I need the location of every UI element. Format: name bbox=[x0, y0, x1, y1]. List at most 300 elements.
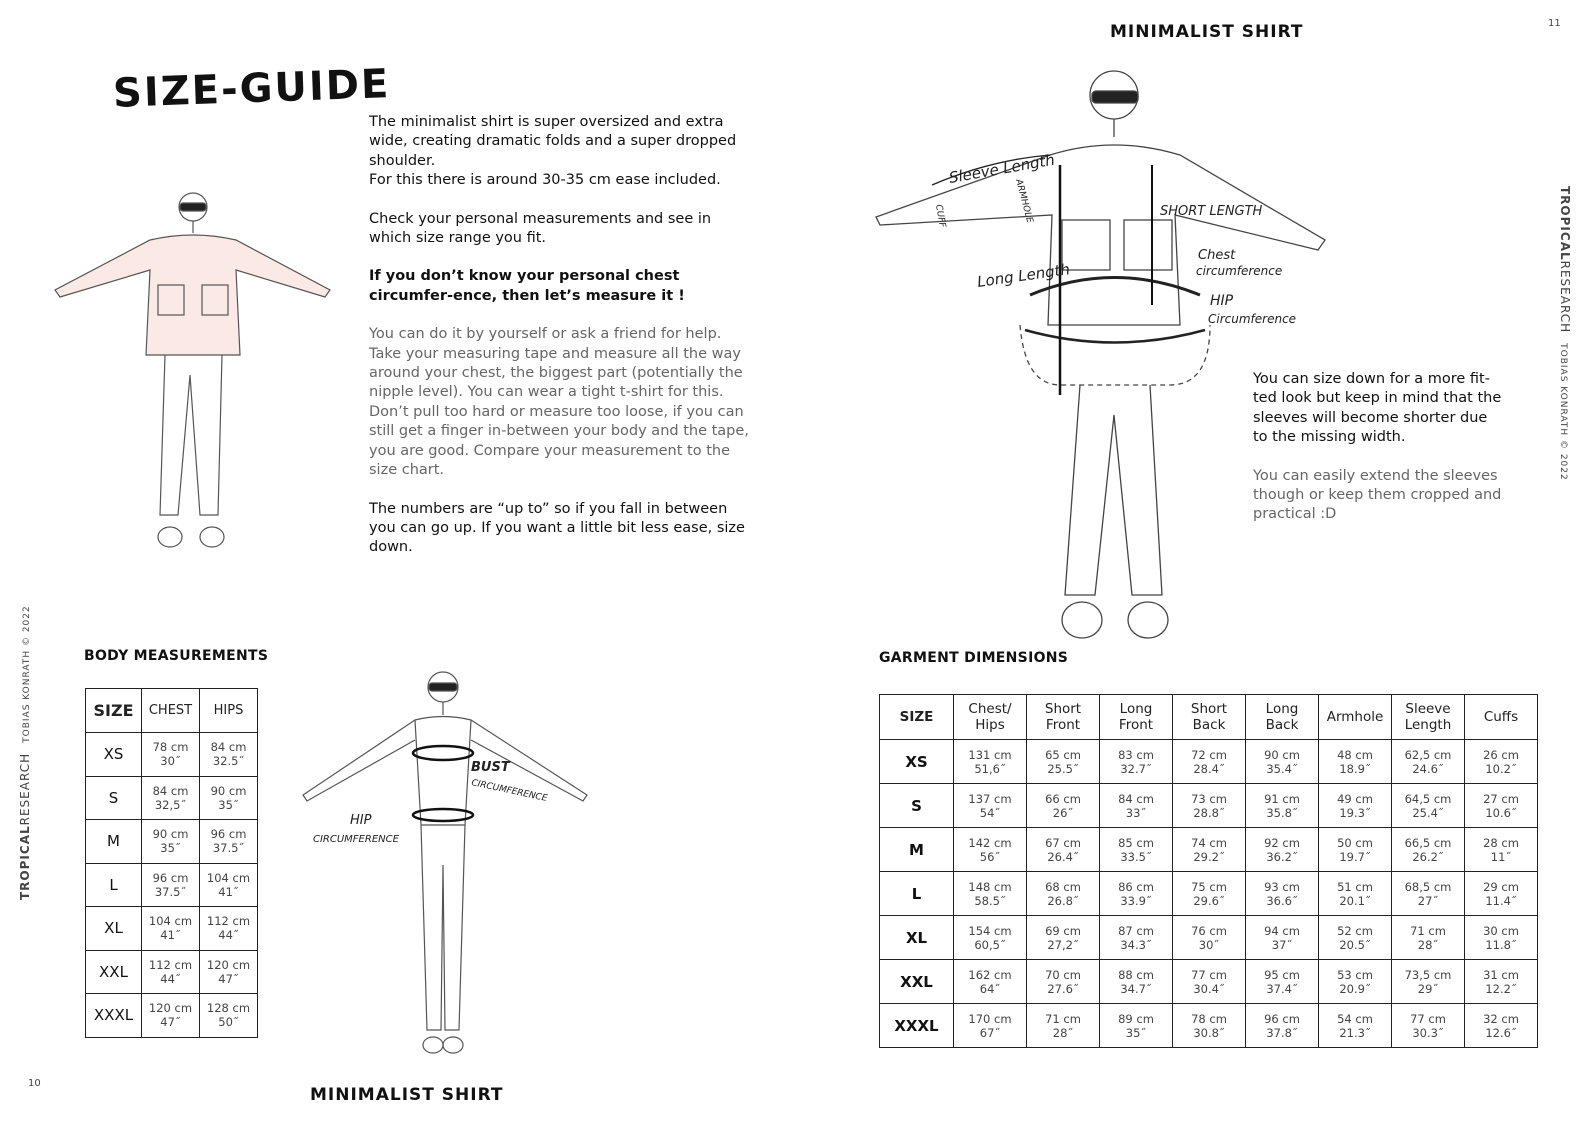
cm-value: 73,5 cm bbox=[1404, 967, 1452, 982]
garment-header-cell bbox=[1465, 695, 1538, 740]
dimension-cell bbox=[1100, 784, 1173, 828]
inch-value: 28.4˝ bbox=[1193, 761, 1225, 776]
cm-value: 96 cm bbox=[1264, 1011, 1300, 1026]
dimension-cell bbox=[1465, 828, 1538, 872]
hips-cell bbox=[200, 733, 258, 777]
hips-cell bbox=[200, 994, 258, 1038]
header-line-1: Sleeve bbox=[1405, 701, 1451, 717]
hips-cell bbox=[200, 863, 258, 907]
header-line-1: SIZE bbox=[899, 709, 934, 725]
cm-value: 83 cm bbox=[1118, 747, 1154, 762]
body-table-row bbox=[86, 907, 258, 951]
inch-value: 47˝ bbox=[160, 1015, 181, 1030]
inch-value: 30.3˝ bbox=[1412, 1025, 1444, 1040]
label-hip-2: HIP bbox=[350, 813, 372, 828]
cm-value: 76 cm bbox=[1191, 923, 1227, 938]
cm-value: 50 cm bbox=[1337, 835, 1373, 850]
cm-value: 95 cm bbox=[1264, 967, 1300, 982]
header-line-1: Long bbox=[1119, 701, 1153, 717]
inch-value: 33.9˝ bbox=[1120, 893, 1152, 908]
small-shirt-figure bbox=[40, 185, 350, 575]
header-line-2: Front bbox=[1118, 717, 1154, 733]
dimension-cell bbox=[1246, 828, 1319, 872]
size-down-paragraph-2: You can easily extend the sleeves though or keep them cropped and practical :D bbox=[1253, 467, 1502, 523]
dimension-cell bbox=[1246, 872, 1319, 916]
cm-value: 112 cm bbox=[148, 957, 193, 972]
intro-paragraph-5: The numbers are “up to” so if you fall in between you can go up. If you want a little bit less ease, size down. bbox=[369, 500, 745, 556]
cm-value: 62,5 cm bbox=[1404, 747, 1452, 762]
chest-cell bbox=[142, 733, 200, 777]
inch-value: 30˝ bbox=[160, 754, 181, 769]
garment-header-cell bbox=[1246, 695, 1319, 740]
inch-value: 25.5˝ bbox=[1047, 761, 1079, 776]
page-heading: SIZE-GUIDE bbox=[112, 61, 392, 117]
cm-value: 74 cm bbox=[1191, 835, 1227, 850]
inch-value: 11.8˝ bbox=[1485, 937, 1517, 952]
body-header-hips: HIPS bbox=[200, 689, 258, 733]
brand-light-right: RESEARCH bbox=[1558, 260, 1572, 334]
inch-value: 34.7˝ bbox=[1120, 981, 1152, 996]
header-line-1: Armhole bbox=[1326, 709, 1384, 725]
dimension-cell bbox=[1027, 916, 1100, 960]
size-cell: M bbox=[86, 820, 142, 864]
body-table-header-row bbox=[86, 689, 258, 733]
size-cell: XL bbox=[880, 916, 954, 960]
label-armhole: ARMHOLE bbox=[1013, 178, 1035, 224]
dimension-cell bbox=[1173, 740, 1246, 784]
inch-value: 41˝ bbox=[218, 884, 239, 899]
dimension-cell bbox=[1100, 740, 1173, 784]
inch-value: 12.6˝ bbox=[1485, 1025, 1517, 1040]
body-header-size: SIZE bbox=[86, 689, 142, 733]
cm-value: 93 cm bbox=[1264, 879, 1300, 894]
inch-value: 28.8˝ bbox=[1193, 805, 1225, 820]
inch-value: 56˝ bbox=[979, 849, 1001, 864]
dimension-cell bbox=[1173, 828, 1246, 872]
dimension-cell bbox=[1027, 828, 1100, 872]
inch-value: 35.8˝ bbox=[1266, 805, 1298, 820]
label-long-length: Long Length bbox=[976, 260, 1071, 291]
header-line-2: Hips bbox=[975, 717, 1005, 733]
cm-value: 96 cm bbox=[210, 827, 247, 842]
cm-value: 73 cm bbox=[1191, 791, 1227, 806]
dimension-cell bbox=[1392, 828, 1465, 872]
inch-value: 64˝ bbox=[979, 981, 1001, 996]
label-hip: HIP bbox=[1210, 293, 1234, 309]
chest-cell bbox=[142, 776, 200, 820]
copyright-right: TOBIAS KONRATH © 2022 bbox=[1558, 343, 1568, 481]
garment-header-cell bbox=[1173, 695, 1246, 740]
figure-title-top: MINIMALIST SHIRT bbox=[1110, 22, 1304, 42]
cm-value: 94 cm bbox=[1264, 923, 1300, 938]
inch-value: 35˝ bbox=[1125, 1025, 1147, 1040]
body-table-row bbox=[86, 863, 258, 907]
dimension-cell bbox=[954, 1004, 1027, 1048]
size-cell: XS bbox=[86, 733, 142, 777]
garment-table-header-row bbox=[880, 695, 1538, 740]
cm-value: 48 cm bbox=[1337, 747, 1373, 762]
cm-value: 162 cm bbox=[968, 967, 1012, 982]
cm-value: 29 cm bbox=[1483, 879, 1519, 894]
header-line-1: Long bbox=[1265, 701, 1299, 717]
dimension-cell bbox=[1100, 1004, 1173, 1048]
cm-value: 86 cm bbox=[1118, 879, 1154, 894]
cm-value: 70 cm bbox=[1045, 967, 1081, 982]
inch-value: 51,6˝ bbox=[974, 761, 1006, 776]
dimension-cell bbox=[1246, 740, 1319, 784]
inch-value: 35˝ bbox=[160, 841, 181, 856]
cm-value: 71 cm bbox=[1045, 1011, 1081, 1026]
hips-cell bbox=[200, 907, 258, 951]
garment-dimensions-title: GARMENT DIMENSIONS bbox=[879, 650, 1069, 666]
cm-value: 112 cm bbox=[206, 914, 251, 929]
cm-value: 90 cm bbox=[1264, 747, 1300, 762]
dimension-cell bbox=[1027, 740, 1100, 784]
inch-value: 27˝ bbox=[1417, 893, 1439, 908]
cm-value: 84 cm bbox=[1118, 791, 1154, 806]
garment-header-cell bbox=[1392, 695, 1465, 740]
garment-table-row bbox=[880, 784, 1538, 828]
label-bust-sub: CIRCUMFERENCE bbox=[470, 778, 549, 805]
inch-value: 67˝ bbox=[979, 1025, 1001, 1040]
size-down-note bbox=[1253, 370, 1503, 525]
inch-value: 35.4˝ bbox=[1266, 761, 1298, 776]
body-measurements-title: BODY MEASUREMENTS bbox=[84, 648, 269, 664]
inch-value: 44˝ bbox=[160, 971, 181, 986]
cm-value: 89 cm bbox=[1118, 1011, 1154, 1026]
dimension-cell bbox=[1465, 872, 1538, 916]
cm-value: 66,5 cm bbox=[1404, 835, 1452, 850]
dimension-cell bbox=[1246, 916, 1319, 960]
garment-table-row bbox=[880, 1004, 1538, 1048]
inch-value: 19.7˝ bbox=[1339, 849, 1371, 864]
cm-value: 120 cm bbox=[148, 1001, 193, 1016]
inch-value: 33.5˝ bbox=[1120, 849, 1152, 864]
garment-table-row bbox=[880, 828, 1538, 872]
intro-text bbox=[369, 113, 749, 558]
dimension-cell bbox=[1392, 784, 1465, 828]
inch-value: 44˝ bbox=[218, 928, 239, 943]
chest-cell bbox=[142, 994, 200, 1038]
dimension-cell bbox=[1319, 1004, 1392, 1048]
dimension-cell bbox=[1319, 872, 1392, 916]
body-header-chest: CHEST bbox=[142, 689, 200, 733]
inch-value: 37.8˝ bbox=[1266, 1025, 1298, 1040]
dimension-cell bbox=[954, 740, 1027, 784]
inch-value: 27.6˝ bbox=[1047, 981, 1079, 996]
inch-value: 29.2˝ bbox=[1193, 849, 1225, 864]
cm-value: 54 cm bbox=[1337, 1011, 1373, 1026]
cm-value: 90 cm bbox=[210, 783, 247, 798]
header-line-1: Short bbox=[1044, 701, 1082, 717]
dimension-cell bbox=[1319, 828, 1392, 872]
size-cell: XXXL bbox=[86, 994, 142, 1038]
size-cell: L bbox=[880, 872, 954, 916]
inch-value: 32,5˝ bbox=[154, 797, 187, 812]
cm-value: 131 cm bbox=[968, 747, 1012, 762]
header-line-1: Cuffs bbox=[1483, 709, 1519, 725]
hips-cell bbox=[200, 950, 258, 994]
cm-value: 84 cm bbox=[152, 783, 189, 798]
copyright-left: TOBIAS KONRATH © 2022 bbox=[22, 605, 32, 743]
dimension-cell bbox=[1465, 960, 1538, 1004]
inch-value: 20.1˝ bbox=[1339, 893, 1371, 908]
label-chest: Chest bbox=[1198, 248, 1236, 263]
dimension-cell bbox=[1100, 828, 1173, 872]
brand-light-left: RESEARCH bbox=[18, 752, 32, 826]
inch-value: 18.9˝ bbox=[1339, 761, 1371, 776]
dimension-cell bbox=[1246, 1004, 1319, 1048]
inch-value: 33˝ bbox=[1125, 805, 1147, 820]
body-table-row bbox=[86, 733, 258, 777]
cm-value: 96 cm bbox=[152, 870, 189, 885]
body-table-row bbox=[86, 950, 258, 994]
cm-value: 84 cm bbox=[210, 740, 247, 755]
size-cell: XXL bbox=[880, 960, 954, 1004]
garment-header-cell bbox=[1100, 695, 1173, 740]
size-cell: L bbox=[86, 863, 142, 907]
label-sleeve-length: Sleeve Length bbox=[947, 150, 1057, 187]
dimension-cell bbox=[954, 960, 1027, 1004]
cm-value: 65 cm bbox=[1045, 747, 1081, 762]
cm-value: 27 cm bbox=[1483, 791, 1519, 806]
cm-value: 120 cm bbox=[206, 957, 251, 972]
cm-value: 170 cm bbox=[968, 1011, 1012, 1026]
dimension-cell bbox=[1465, 916, 1538, 960]
cm-value: 51 cm bbox=[1337, 879, 1373, 894]
dimension-cell bbox=[1173, 1004, 1246, 1048]
cm-value: 67 cm bbox=[1045, 835, 1081, 850]
figure-title-bottom: MINIMALIST SHIRT bbox=[310, 1085, 504, 1105]
cm-value: 91 cm bbox=[1264, 791, 1300, 806]
garment-header-cell bbox=[1027, 695, 1100, 740]
cm-value: 26 cm bbox=[1483, 747, 1519, 762]
cm-value: 85 cm bbox=[1118, 835, 1154, 850]
garment-header-cell bbox=[880, 695, 954, 740]
inch-value: 60,5˝ bbox=[974, 937, 1006, 952]
size-cell: XXL bbox=[86, 950, 142, 994]
garment-table-row bbox=[880, 916, 1538, 960]
dimension-cell bbox=[1392, 740, 1465, 784]
dimension-cell bbox=[1465, 1004, 1538, 1048]
cm-value: 88 cm bbox=[1118, 967, 1154, 982]
chest-cell bbox=[142, 820, 200, 864]
garment-header-cell bbox=[954, 695, 1027, 740]
dimension-cell bbox=[1246, 784, 1319, 828]
inch-value: 20.9˝ bbox=[1339, 981, 1371, 996]
size-cell: XXXL bbox=[880, 1004, 954, 1048]
chest-cell bbox=[142, 950, 200, 994]
inch-value: 24.6˝ bbox=[1412, 761, 1444, 776]
dimension-cell bbox=[1392, 872, 1465, 916]
dimension-cell bbox=[954, 828, 1027, 872]
inch-value: 29˝ bbox=[1417, 981, 1439, 996]
inch-value: 58.5˝ bbox=[974, 893, 1006, 908]
brand-vertical-left bbox=[18, 605, 32, 900]
inch-value: 10.6˝ bbox=[1485, 805, 1517, 820]
chest-cell bbox=[142, 863, 200, 907]
cm-value: 49 cm bbox=[1337, 791, 1373, 806]
cm-value: 77 cm bbox=[1410, 1011, 1446, 1026]
dimension-cell bbox=[1319, 784, 1392, 828]
cm-value: 104 cm bbox=[148, 914, 193, 929]
inch-value: 11˝ bbox=[1490, 849, 1512, 864]
cm-value: 66 cm bbox=[1045, 791, 1081, 806]
inch-value: 30˝ bbox=[1198, 937, 1220, 952]
dimension-cell bbox=[1173, 784, 1246, 828]
dimension-cell bbox=[954, 872, 1027, 916]
page-number-left: 10 bbox=[28, 1078, 41, 1089]
cm-value: 68,5 cm bbox=[1404, 879, 1452, 894]
body-table-row bbox=[86, 994, 258, 1038]
dimension-cell bbox=[1100, 872, 1173, 916]
body-figure bbox=[295, 665, 595, 1085]
label-short-length: SHORT LENGTH bbox=[1160, 204, 1263, 219]
cm-value: 75 cm bbox=[1191, 879, 1227, 894]
inch-value: 35˝ bbox=[218, 797, 239, 812]
garment-header-cell bbox=[1319, 695, 1392, 740]
inch-value: 26˝ bbox=[1052, 805, 1074, 820]
garment-table-row bbox=[880, 740, 1538, 784]
dimension-cell bbox=[1100, 916, 1173, 960]
cm-value: 90 cm bbox=[152, 827, 189, 842]
dimension-cell bbox=[1173, 872, 1246, 916]
label-cuff: CUFF bbox=[933, 203, 947, 229]
hips-cell bbox=[200, 820, 258, 864]
inch-value: 32.5˝ bbox=[212, 754, 245, 769]
dimension-cell bbox=[1027, 872, 1100, 916]
label-chest-sub: circumference bbox=[1196, 264, 1283, 278]
intro-paragraph-1a: The minimalist shirt is super oversized and extra wide, creating dramatic folds and a super dropped shoulder. bbox=[369, 114, 737, 169]
header-line-2: Front bbox=[1045, 717, 1081, 733]
intro-paragraph-1b: For this there is around 30-35 cm ease included. bbox=[369, 172, 721, 189]
dimension-cell bbox=[954, 916, 1027, 960]
dimension-cell bbox=[1027, 784, 1100, 828]
brand-bold-right: TROPICAL bbox=[1558, 186, 1572, 261]
size-cell: M bbox=[880, 828, 954, 872]
inch-value: 11.4˝ bbox=[1485, 893, 1517, 908]
size-cell: XS bbox=[880, 740, 954, 784]
cm-value: 78 cm bbox=[1191, 1011, 1227, 1026]
body-table-row bbox=[86, 820, 258, 864]
cm-value: 69 cm bbox=[1045, 923, 1081, 938]
cm-value: 92 cm bbox=[1264, 835, 1300, 850]
inch-value: 30.8˝ bbox=[1193, 1025, 1225, 1040]
inch-value: 20.5˝ bbox=[1339, 937, 1371, 952]
size-down-paragraph-1: You can size down for a more fit-ted look but keep in mind that the sleeves will become shorter due to the missing width. bbox=[1253, 371, 1502, 446]
inch-value: 28˝ bbox=[1052, 1025, 1074, 1040]
inch-value: 21.3˝ bbox=[1339, 1025, 1371, 1040]
cm-value: 52 cm bbox=[1337, 923, 1373, 938]
dimension-cell bbox=[1465, 740, 1538, 784]
header-line-2: Back bbox=[1265, 717, 1299, 733]
dimension-cell bbox=[1465, 784, 1538, 828]
inch-value: 12.2˝ bbox=[1485, 981, 1517, 996]
inch-value: 36.2˝ bbox=[1266, 849, 1298, 864]
intro-paragraph-4: You can do it by yourself or ask a friend for help. Take your measuring tape and measure all the way around your chest, the biggest part (potentially the nipple level). You can wear a tight t-shirt for this. Don’t pull too hard or measure too loose, if you can still get a finger in-between your body and the tape, you are good. Compare your measurement to the size chart. bbox=[369, 326, 749, 479]
dimension-cell bbox=[1392, 916, 1465, 960]
label-hip-sub: Circumference bbox=[1208, 312, 1297, 326]
inch-value: 34.3˝ bbox=[1120, 937, 1152, 952]
dimension-cell bbox=[1100, 960, 1173, 1004]
header-line-2: Back bbox=[1192, 717, 1226, 733]
cm-value: 72 cm bbox=[1191, 747, 1227, 762]
chest-cell bbox=[142, 907, 200, 951]
dimension-cell bbox=[1246, 960, 1319, 1004]
inch-value: 10.2˝ bbox=[1485, 761, 1517, 776]
cm-value: 128 cm bbox=[206, 1001, 251, 1016]
garment-table-row bbox=[880, 960, 1538, 1004]
cm-value: 77 cm bbox=[1191, 967, 1227, 982]
inch-value: 26.8˝ bbox=[1047, 893, 1079, 908]
inch-value: 30.4˝ bbox=[1193, 981, 1225, 996]
cm-value: 104 cm bbox=[206, 870, 251, 885]
inch-value: 36.6˝ bbox=[1266, 893, 1298, 908]
intro-paragraph-2: Check your personal measurements and see in which size range you fit. bbox=[369, 210, 712, 247]
garment-table-row bbox=[880, 872, 1538, 916]
header-line-1: Short bbox=[1190, 701, 1228, 717]
cm-value: 68 cm bbox=[1045, 879, 1081, 894]
header-line-2: Length bbox=[1404, 717, 1452, 733]
label-bust: BUST bbox=[471, 760, 510, 775]
dimension-cell bbox=[1392, 1004, 1465, 1048]
dimension-cell bbox=[1027, 1004, 1100, 1048]
inch-value: 37.5˝ bbox=[154, 884, 187, 899]
inch-value: 19.3˝ bbox=[1339, 805, 1371, 820]
cm-value: 78 cm bbox=[152, 740, 189, 755]
dimension-cell bbox=[1319, 740, 1392, 784]
cm-value: 142 cm bbox=[968, 835, 1012, 850]
dimension-cell bbox=[1173, 916, 1246, 960]
inch-value: 37˝ bbox=[1271, 937, 1293, 952]
cm-value: 71 cm bbox=[1410, 923, 1446, 938]
brand-bold-left: TROPICAL bbox=[18, 825, 32, 900]
size-cell: S bbox=[86, 776, 142, 820]
cm-value: 28 cm bbox=[1483, 835, 1519, 850]
intro-paragraph-3: If you don’t know your personal chest circumfer-ence, then let’s measure it ! bbox=[369, 268, 685, 304]
dimension-cell bbox=[1319, 916, 1392, 960]
inch-value: 28˝ bbox=[1417, 937, 1439, 952]
cm-value: 32 cm bbox=[1483, 1011, 1519, 1026]
dimension-cell bbox=[1392, 960, 1465, 1004]
header-line-1: Chest/ bbox=[968, 701, 1012, 717]
page-number-right: 11 bbox=[1548, 18, 1561, 29]
inch-value: 47˝ bbox=[218, 971, 239, 986]
cm-value: 53 cm bbox=[1337, 967, 1373, 982]
label-hip-2-sub: CIRCUMFERENCE bbox=[313, 834, 399, 845]
inch-value: 26.4˝ bbox=[1047, 849, 1079, 864]
cm-value: 137 cm bbox=[968, 791, 1012, 806]
inch-value: 37.4˝ bbox=[1266, 981, 1298, 996]
inch-value: 54˝ bbox=[979, 805, 1001, 820]
inch-value: 27,2˝ bbox=[1047, 937, 1079, 952]
size-cell: S bbox=[880, 784, 954, 828]
body-table-row bbox=[86, 776, 258, 820]
inch-value: 50˝ bbox=[218, 1015, 239, 1030]
cm-value: 87 cm bbox=[1118, 923, 1154, 938]
cm-value: 31 cm bbox=[1483, 967, 1519, 982]
dimension-cell bbox=[954, 784, 1027, 828]
hips-cell bbox=[200, 776, 258, 820]
cm-value: 30 cm bbox=[1483, 923, 1519, 938]
inch-value: 29.6˝ bbox=[1193, 893, 1225, 908]
cm-value: 148 cm bbox=[968, 879, 1012, 894]
size-cell: XL bbox=[86, 907, 142, 951]
inch-value: 41˝ bbox=[160, 928, 181, 943]
brand-vertical-right bbox=[1558, 186, 1572, 481]
main-shirt-figure bbox=[870, 55, 1350, 665]
inch-value: 37.5˝ bbox=[212, 841, 245, 856]
